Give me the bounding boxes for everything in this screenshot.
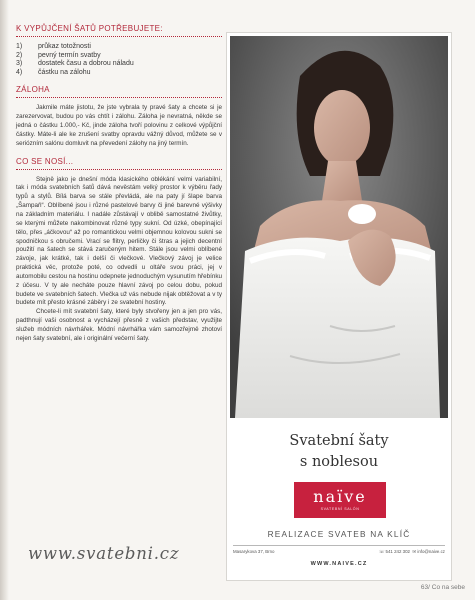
- zaloha-paragraph: Jakmile máte jistotu, že jste vybrala ty pravé šaty a chcete si je zarezervovat, budou po vás chtít i zálohu. Záloha je nevratná, někde se jedná o částku 1.000,- Kč, jinde záloha tvoří polovinu z celkové výpůjční částky. Máte-li ale ke zrušení svatby opravdu vážný důvod, můžete se v seriózním salónu domluvit na převedení zálohy na jiný termín.: [16, 104, 222, 147]
- ad-website[interactable]: WWW.NAIVE.CZ: [310, 561, 368, 567]
- heading-divider: [16, 97, 222, 98]
- advertisement: [226, 32, 452, 581]
- naive-logo: naïve SVATEBNÍ SALÓN: [294, 482, 386, 518]
- heading-divider: [16, 36, 222, 37]
- ad-address: Masarykova 37, Brno: [233, 549, 275, 554]
- list-item: 2) pevný termín svatby: [16, 51, 101, 59]
- article-column: [16, 24, 222, 344]
- zaloha-heading: ZÁLOHA: [16, 85, 50, 95]
- page-spine-shadow: [0, 0, 9, 600]
- cosenosi-paragraph-1: Stejně jako je dnešní móda klasického oblékání velmi variabilní, tak i móda svatebních šatů dává nevěstám velký prostor k výběru řady typů a stylů. Bílá barva se stále převládá, ale na paty jí šlape barva „Šampaň“. Oblíbené jsou i různé pastelové barvy či jiné barevné výšivky na základním materiálu. I nadále zůstávají v oblibě samostatné živůtky, se kterými můžete nakombinovat různé typy sukní. Od úzké, obepínající tělo, přes „áčkovou“ až po romantickou velmi objemnou kolovou sukni se spodničkou s obručemi. Vrací se flitry, perličky či štras a jejich decentní použití na šatech se stává zaručeným hitem. Stále jsou velmi oblíbené závoje, jak krátké, tak i delší či vlečkové. Vlečkový závoj je velice praktická věc, protože poté, co odvedli u oltáře svou práci, jej v automobilu cestou na hostinu odepnete jednoduchým vysunutím hřebínku z účesu. V ty ale necháte pouze hlavní závoj po celou dobu, pokud budete ve svatebních šatech. Vlečka už vás nebude nijak obtěžovat a v ty budete mít přesto krásné záběry i ze svatební hostiny.: [16, 175, 222, 307]
- cosenosi-paragraph-2: Chcete-li mít svatební šaty, které byly stvořeny jen a jen pro vás, padthnují vaši osobnost a vycházejí přesně z vašich představ, využijte služeb módních návrhářek. Módní návrhářka vám samozřejmě zhotoví nejen šaty svatební, ale i originální večerní šaty.: [16, 308, 222, 342]
- list-item: 1) průkaz totožnosti: [16, 43, 91, 50]
- list-item: 3) dostatek času a dobrou náladu: [16, 60, 134, 68]
- ad-contact: [233, 549, 445, 555]
- ad-phone-email: ☏ 541 242 302 ✉ info@naive.cz: [378, 549, 445, 554]
- ad-tagline: REALIZACE SVATEB NA KLÍČ: [267, 529, 411, 539]
- page-number: 63/ Co na sebe: [420, 584, 465, 591]
- ad-divider: [233, 545, 445, 546]
- email-icon: ✉: [412, 549, 417, 554]
- cosenosi-heading: CO SE NOSÍ...: [16, 156, 74, 166]
- requirements-list: [16, 43, 222, 77]
- bride-photo: [230, 36, 448, 418]
- heading-divider: [16, 169, 222, 170]
- bride-photo-illustration: [230, 36, 448, 418]
- list-item: 4) částku na zálohu: [16, 68, 91, 76]
- phone-icon: ☏: [378, 549, 385, 554]
- requirements-heading: K VYPŮJČENÍ ŠATŮ POTŘEBUJETE:: [16, 24, 163, 33]
- website-url: www.svatebni.cz: [28, 544, 180, 563]
- ad-headline: Svatební šaty s noblesou: [289, 433, 389, 470]
